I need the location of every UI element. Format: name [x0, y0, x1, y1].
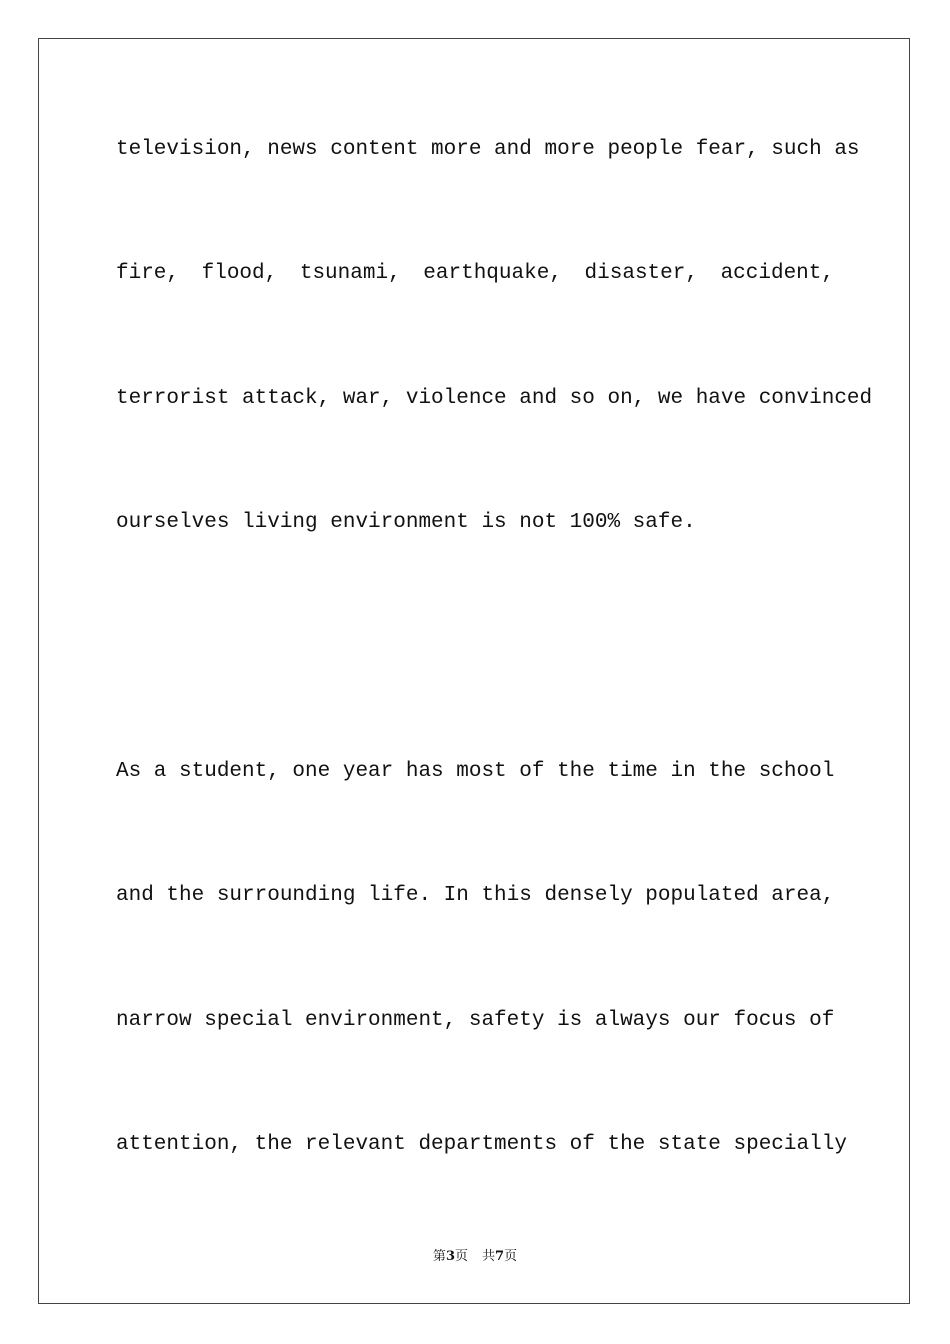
page-prefix: 第: [432, 1249, 446, 1264]
page-frame: [38, 38, 910, 1304]
text-line-2: fire, flood, tsunami, earthquake, disaster, accident,: [116, 262, 834, 285]
text-line-1: television, news content more and more people fear, such as: [116, 138, 860, 161]
text-line-5: As a student, one year has most of the time in the school: [116, 760, 835, 783]
text-line-8: attention, the relevant departments of the state specially: [116, 1133, 847, 1156]
page-footer: [0, 1249, 950, 1265]
total-suffix: 页: [504, 1249, 518, 1264]
page-suffix: 页: [454, 1249, 468, 1264]
text-line-3: terrorist attack, war, violence and so on, we have convinced: [116, 387, 873, 410]
total-pages: 7: [495, 1249, 505, 1264]
text-line-6: and the surrounding life. In this densely populated area,: [116, 884, 835, 907]
text-line-4: ourselves living environment is not 100% safe.: [116, 511, 696, 534]
text-line-7: narrow special environment, safety is always our focus of: [116, 1009, 835, 1032]
total-prefix: 共: [482, 1249, 496, 1264]
page-number: 3: [445, 1249, 455, 1264]
